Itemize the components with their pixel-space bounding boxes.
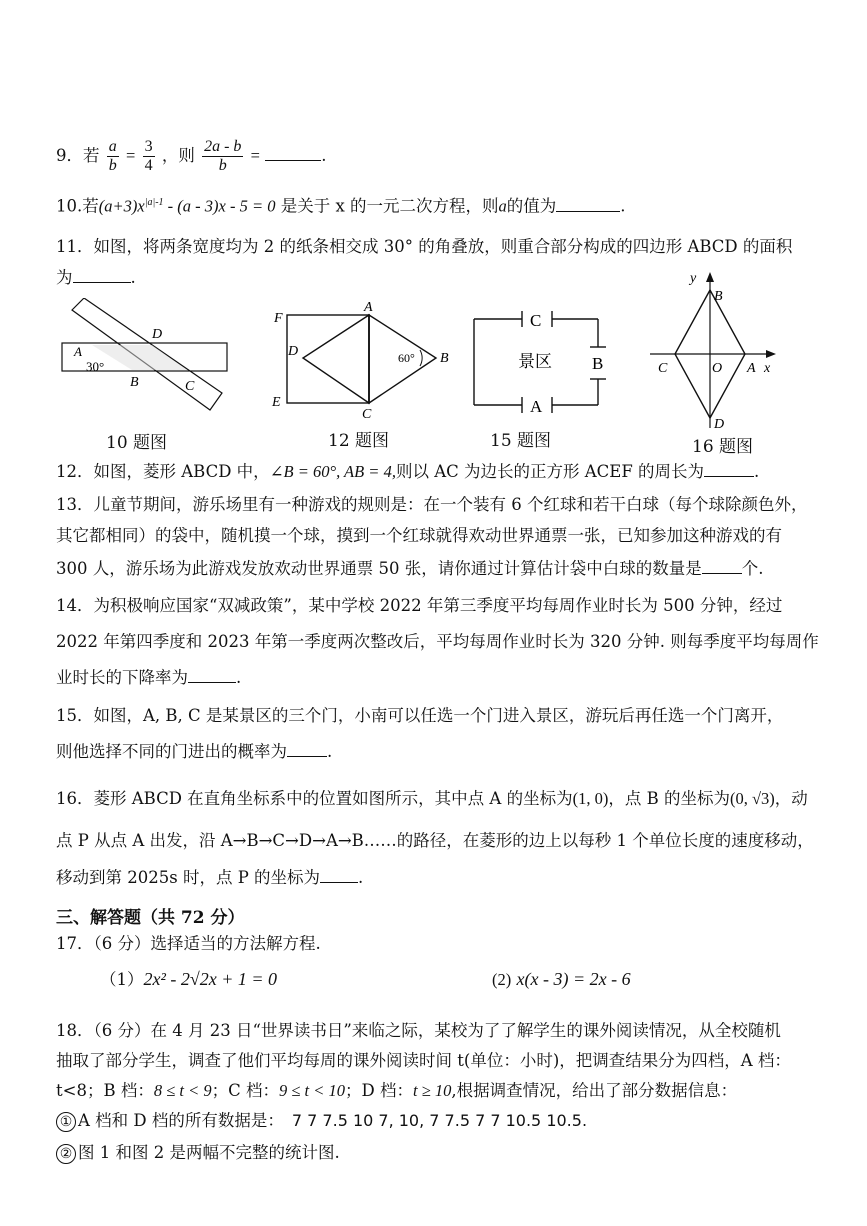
fig10-caption: 10 题图 (106, 433, 168, 453)
q17-title: 17．（6 分）选择适当的方法解方程. (56, 934, 321, 953)
q18-data-values: 7 7 7.5 10 7, 10, 7 7.5 7 7 10.5 10.5. (291, 1111, 588, 1130)
fig12-caption: 12 题图 (328, 431, 390, 451)
fig12-label-b: B (440, 351, 449, 366)
q18-item2: ② 图 1 和图 2 是两幅不完整的统计图. (56, 1142, 340, 1164)
q13-line1: 13．儿童节期间，游乐场里有一种游戏的规则是：在一个装有 6 个红球和若干白球（每个球除颜色外， (56, 495, 808, 514)
q14-line1: 14．为积极响应国家“双减政策”，某中学校 2022 年第三季度平均每周作业时长为 500 分钟，经过 (56, 596, 783, 615)
fig16-caption: 16 题图 (692, 437, 754, 457)
figure-16 (650, 268, 785, 433)
fig12-angle: 60° (398, 351, 415, 365)
question-16-line1: 16．菱形 ABCD 在直角坐标系中的位置如图所示，其中点 A 的坐标为(1, 0)，点 B 的坐标为(0, √3)，动 (56, 789, 808, 808)
q15-line1: 15．如图，A, B, C 是某景区的三个门，小南可以任选一个门进入景区，游玩后再任选一个门离开， (56, 706, 784, 725)
fig16-axis-x: x (764, 361, 771, 376)
q17-part1: （1）2x² - 2√2x + 1 = 0 (100, 969, 278, 989)
q9-fraction-34: $\frac{3}{4}$ (144, 138, 153, 174)
fig15-gate-b: B (592, 354, 604, 373)
figure-12 (268, 298, 458, 423)
q11-answer-blank[interactable] (73, 266, 131, 283)
q12-answer-blank[interactable] (704, 460, 754, 477)
fig15-center: 景区 (518, 352, 552, 371)
question-13-line3: 300 人，游乐场为此游戏发放欢动世界通票 50 张，请你通过计算估计袋中白球的数量是 个. (56, 559, 764, 578)
circled-2-icon: ② (56, 1144, 76, 1164)
fig12-label-d: D (288, 344, 299, 359)
q18-line2: 抽取了部分学生，调查了他们平均每周的课外阅读时间 t(单位：小时)，把调查结果分为四档，A 档： (56, 1051, 791, 1070)
q18-line3: t<8；B 档：8 ≤ t < 9；C 档：9 ≤ t < 10；D 档：t ≥ 10,根据调查情况，给出了部分数据信息： (56, 1081, 738, 1100)
q14-line2: 2022 年第四季度和 2023 年第一季度两次整改后，平均每周作业时长为 320 分钟. 则每季度平均每周作 (56, 632, 819, 651)
q17-part2: (2) x(x - 3) = 2x - 6 (492, 969, 631, 989)
fig15-gate-c: C (530, 311, 542, 330)
q16-answer-blank[interactable] (320, 866, 358, 883)
fig10-label-a: A (74, 344, 82, 359)
fig16-axis-y: y (690, 271, 697, 286)
fig12-label-c: C (362, 407, 372, 422)
circled-1-icon: ① (56, 1112, 76, 1132)
fig10-angle: 30° (86, 359, 105, 374)
question-11-line2: 为 . (56, 268, 136, 287)
question-16-line3: 移动到第 2025s 时，点 P 的坐标为 . (56, 868, 364, 887)
question-14-line3: 业时长的下降率为 . (56, 668, 242, 687)
q16-line2: 点 P 从点 A 出发，沿 A→B→C→D→A→B……的路径，在菱形的边上以每秒 1 个单位长度的速度移动， (56, 831, 814, 850)
fig10-label-b: B (130, 375, 139, 390)
figure-15 (470, 305, 610, 420)
q15-answer-blank[interactable] (287, 740, 327, 757)
fig12-label-e: E (272, 395, 281, 410)
fig16-label-d: D (714, 417, 725, 432)
fig10-label-d: D (152, 327, 163, 342)
q18-item1: ① A 档和 D 档的所有数据是： 7 7 7.5 10 7, 10, 7 7.5 7 7 10.5 10.5. (56, 1110, 587, 1132)
q9-answer-blank[interactable] (265, 144, 321, 161)
fig16-label-b: B (714, 289, 723, 304)
fig16-label-a: A (747, 361, 756, 376)
fig16-origin: O (712, 361, 723, 376)
fig15-caption: 15 题图 (490, 431, 552, 451)
q10-answer-blank[interactable] (556, 195, 620, 212)
q9-fraction-ab: $\frac{a}{b}$ (108, 138, 117, 174)
q11-line1: 11．如图，将两条宽度均为 2 的纸条相交成 30° 的角叠放，则重合部分构成的四边形 ABCD 的面积 (56, 237, 793, 256)
fig16-label-c: C (658, 361, 668, 376)
figure-10 (52, 298, 232, 428)
q9-label: 9．若 (56, 146, 100, 165)
q14-answer-blank[interactable] (188, 666, 236, 683)
section-3-title: 三、解答题（共 72 分） (56, 908, 245, 928)
question-10: 10.若$(a+3)x^{|a|-1} - (a - 3)x - 5 = 0$ 是关于 x 的一元二次方程，则a的值为 . (56, 196, 626, 216)
q13-line2: 其它都相同）的袋中，随机摸一个球，摸到一个红球就得欢动世界通票一张，已知参加这种游戏的有 (56, 526, 782, 545)
question-9: 9．若 $\frac{a}{b}$ = $\frac{3}{4}$ ，则 $\frac{2a - b}{b}$ = . (56, 138, 327, 174)
fig12-label-a: A (364, 300, 373, 315)
fig15-gate-a: A (530, 397, 543, 416)
question-12: 12．如图，菱形 ABCD 中，∠B = 60°, AB = 4,则以 AC 为边长的正方形 ACEF 的周长为 . (56, 462, 760, 481)
q18-line1: 18．（6 分）在 4 月 23 日“世界读书日”来临之际，某校为了了解学生的课外阅读情况，从全校随机 (56, 1021, 781, 1040)
q9-fraction-expr: $\frac{2a - b}{b}$ (204, 138, 242, 174)
question-15-line2: 则他选择不同的门进出的概率为 . (56, 742, 333, 761)
fig10-label-c: C (185, 379, 195, 394)
fig12-label-f: F (274, 311, 283, 326)
q13-answer-blank[interactable] (702, 557, 742, 574)
